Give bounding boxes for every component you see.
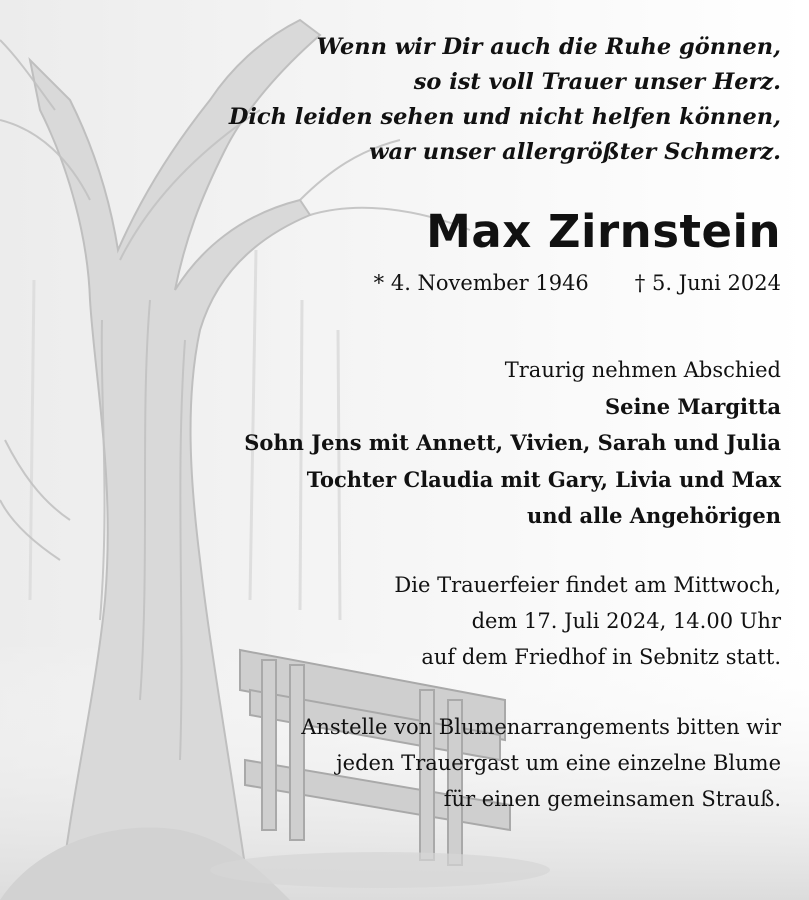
funeral-ceremony-info: [101, 567, 781, 675]
poem-line: Wenn wir Dir auch die Ruhe gönnen,: [316, 34, 781, 60]
death-date: † 5. Juni 2024: [634, 271, 781, 295]
request-line: jeden Trauergast um eine einzelne Blume: [336, 750, 781, 775]
ceremony-line: auf dem Friedhof in Sebnitz statt.: [421, 644, 781, 669]
request-line: für einen gemeinsamen Strauß.: [443, 786, 781, 811]
memorial-poem: [101, 30, 781, 170]
mourners-list: [101, 352, 781, 535]
flower-request: [101, 709, 781, 817]
mourner-line: Sohn Jens mit Annett, Vivien, Sarah und Julia: [244, 430, 781, 455]
ceremony-line: dem 17. Juli 2024, 14.00 Uhr: [471, 608, 781, 633]
deceased-name: Max Zirnstein: [426, 205, 781, 258]
mourner-line: Tochter Claudia mit Gary, Livia und Max: [306, 466, 781, 492]
mourners-intro: Traurig nehmen Abschied: [504, 358, 781, 382]
poem-line: Dich leiden sehen und nicht helfen können,: [228, 104, 781, 130]
birth-date: * 4. November 1946: [373, 271, 589, 295]
poem-line: so ist voll Trauer unser Herz.: [413, 69, 781, 95]
notice-text: [101, 0, 781, 817]
ceremony-line: Die Trauerfeier findet am Mittwoch,: [394, 572, 781, 597]
life-dates: [101, 268, 781, 298]
poem-line: war unser allergrößter Schmerz.: [369, 139, 781, 165]
mourner-line: Seine Margitta: [604, 393, 781, 419]
request-line: Anstelle von Blumenarrangements bitten wir: [301, 714, 781, 739]
mourner-line: und alle Angehörigen: [527, 503, 781, 528]
